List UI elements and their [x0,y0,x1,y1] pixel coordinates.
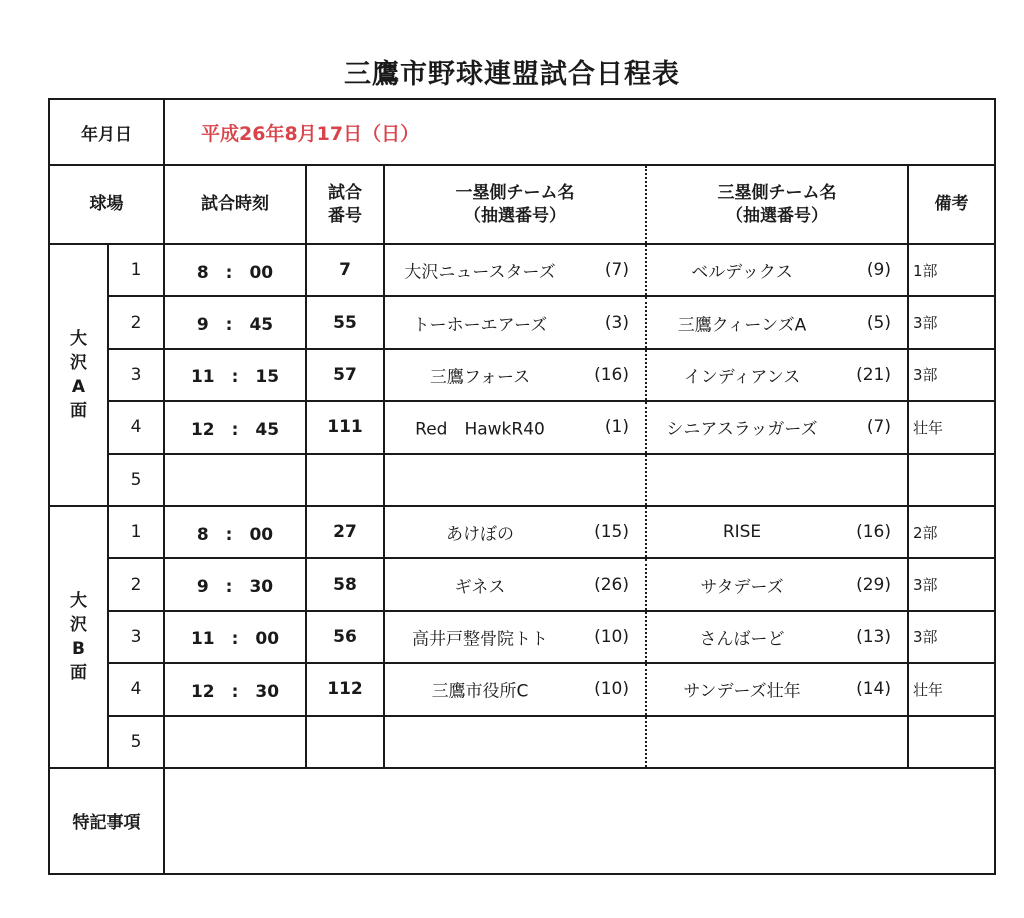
match-time: 12 : 30 [164,663,306,715]
header-time: 試合時刻 [164,165,306,244]
first-base-team-lottery-number: (7) [604,260,629,281]
match-time [164,716,306,768]
special-notes-value [164,768,995,874]
third-base-team-lottery-number: (7) [866,417,891,438]
match-row [49,296,995,348]
first-base-team-name: 大沢ニュースターズ [404,262,556,283]
row-number: 1 [108,244,164,296]
match-time: 8 : 00 [164,244,306,296]
first-base-team-name: Red HawkR40 [415,419,545,440]
match-time: 9 : 45 [164,296,306,348]
header-third-base [646,165,908,244]
match-time: 11 : 15 [164,349,306,401]
remarks: 2部 [908,506,995,558]
third-base-team [646,244,908,296]
first-base-team [384,244,646,296]
remarks: 壮年 [908,663,995,715]
date-row [49,99,995,165]
match-number: 56 [306,611,384,663]
first-base-team [384,506,646,558]
first-base-team-lottery-number: (16) [594,364,629,385]
match-number [306,454,384,506]
third-base-team [646,349,908,401]
third-base-team [646,506,908,558]
match-number: 112 [306,663,384,715]
first-base-team [384,558,646,610]
header-first-base-line2: （抽選番号） [464,205,566,226]
match-time: 12 : 45 [164,401,306,453]
third-base-team [646,716,908,768]
remarks: 3部 [908,558,995,610]
header-first-base [384,165,646,244]
row-number: 3 [108,349,164,401]
match-row [49,611,995,663]
page-title: 三鷹市野球連盟試合日程表 [344,59,680,90]
remarks [908,454,995,506]
third-base-team [646,611,908,663]
third-base-team-lottery-number: (29) [856,574,891,595]
match-number: 7 [306,244,384,296]
first-base-team-name: トーホーエアーズ [412,315,548,336]
match-row [49,716,995,768]
first-base-team [384,611,646,663]
remarks: 1部 [908,244,995,296]
match-number: 55 [306,296,384,348]
third-base-team-name: ベルデックス [691,262,793,283]
special-notes-row [49,768,995,874]
first-base-team-lottery-number: (26) [594,574,629,595]
third-base-team-name: シニアスラッガーズ [666,419,818,440]
match-row [49,558,995,610]
header-field: 球場 [49,165,164,244]
first-base-team-lottery-number: (3) [604,312,629,333]
first-base-team-lottery-number: (15) [594,522,629,543]
match-row [49,244,995,296]
row-number: 2 [108,558,164,610]
third-base-team [646,454,908,506]
match-number: 58 [306,558,384,610]
match-row [49,349,995,401]
row-number: 2 [108,296,164,348]
match-time: 9 : 30 [164,558,306,610]
third-base-team [646,296,908,348]
header-match-no-line2: 番号 [328,205,362,226]
first-base-team [384,663,646,715]
first-base-team [384,401,646,453]
match-number: 27 [306,506,384,558]
first-base-team-name: 高井戸整骨院トト [412,629,548,650]
match-row [49,454,995,506]
third-base-team-name: サタデーズ [700,577,784,598]
first-base-team-lottery-number: (1) [604,417,629,438]
third-base-team-name: RISE [722,522,762,543]
schedule-table [48,98,996,875]
venue-name-char: B [72,638,85,659]
venue-name [49,244,108,506]
third-base-team-lottery-number: (5) [866,312,891,333]
header-first-base-line1: 一塁側チーム名 [455,182,575,203]
row-number: 4 [108,401,164,453]
match-row [49,506,995,558]
header-match-no-line1: 試合 [328,182,362,203]
first-base-team [384,454,646,506]
venue-name-char: 沢 [70,352,87,373]
header-third-base-line2: （抽選番号） [726,205,828,226]
venue-name [49,506,108,768]
third-base-team [646,401,908,453]
first-base-team-name: ギネス [454,577,506,598]
row-number: 1 [108,506,164,558]
venue-name-char: 面 [70,662,87,683]
header-third-base-line1: 三塁側チーム名 [717,182,837,203]
row-number: 3 [108,611,164,663]
row-number: 5 [108,716,164,768]
third-base-team-name: インディアンス [683,367,801,388]
first-base-team-name: あけぼの [446,524,514,545]
third-base-team-name: サンデーズ壮年 [683,681,801,702]
special-notes-label: 特記事項 [49,768,164,874]
remarks: 3部 [908,296,995,348]
remarks [908,716,995,768]
first-base-team-name: 三鷹フォース [429,367,531,388]
venue-name-char: 大 [70,590,87,611]
third-base-team [646,558,908,610]
match-row [49,401,995,453]
match-time [164,454,306,506]
date-label: 年月日 [49,99,164,165]
venue-name-char: 沢 [70,614,87,635]
match-number: 111 [306,401,384,453]
match-number [306,716,384,768]
first-base-team-name: 三鷹市役所C [431,681,529,702]
match-number: 57 [306,349,384,401]
third-base-team-lottery-number: (9) [866,260,891,281]
remarks: 3部 [908,611,995,663]
header-row [49,165,995,244]
first-base-team [384,296,646,348]
match-time: 11 : 00 [164,611,306,663]
first-base-team [384,716,646,768]
first-base-team-lottery-number: (10) [594,626,629,647]
remarks: 壮年 [908,401,995,453]
third-base-team [646,663,908,715]
third-base-team-name: 三鷹クィーンズA [677,315,807,336]
third-base-team-lottery-number: (14) [856,679,891,700]
row-number: 5 [108,454,164,506]
third-base-team-lottery-number: (16) [856,522,891,543]
venue-name-char: 大 [70,328,87,349]
remarks: 3部 [908,349,995,401]
third-base-team-lottery-number: (13) [856,626,891,647]
row-number: 4 [108,663,164,715]
third-base-team-lottery-number: (21) [856,364,891,385]
first-base-team-lottery-number: (10) [594,679,629,700]
match-time: 8 : 00 [164,506,306,558]
venue-name-char: 面 [70,400,87,421]
first-base-team [384,349,646,401]
match-row [49,663,995,715]
header-match-no [306,165,384,244]
third-base-team-name: さんばーど [699,629,785,650]
date-value: 平成26年8月17日（日） [164,99,995,165]
header-remarks: 備考 [908,165,995,244]
venue-name-char: A [71,376,86,397]
